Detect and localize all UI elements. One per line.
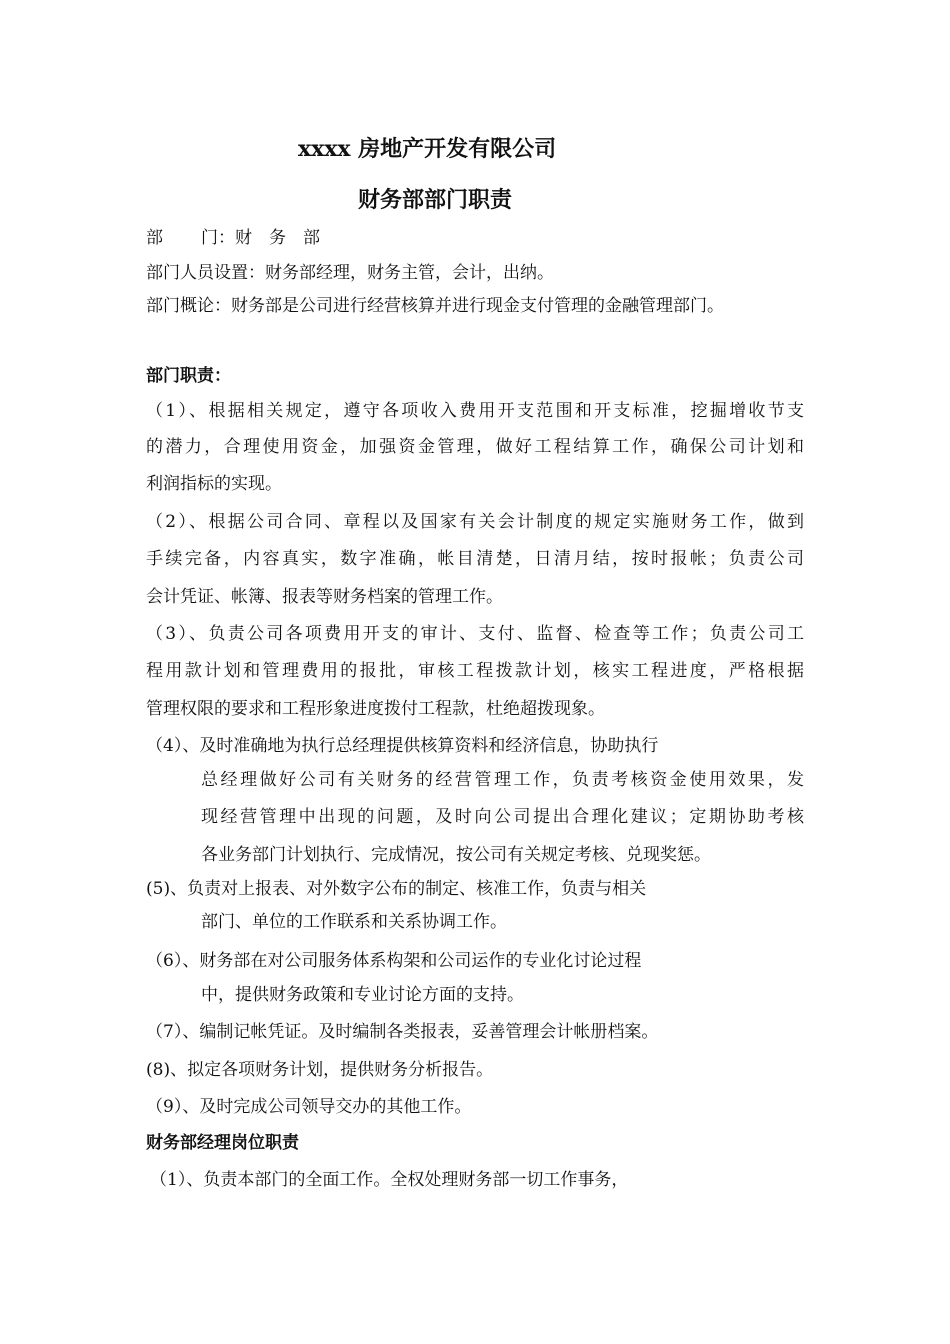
- duty-line: （1）、根据相关规定，遵守各项收入费用开支范围和开支标准，挖掘增收节支: [146, 401, 804, 421]
- duty-line: 程用款计划和管理费用的报批，审核工程拨款计划，核实工程进度，严格根据: [146, 661, 804, 681]
- department-label-2: 门：: [201, 228, 235, 248]
- department-row: [146, 230, 320, 247]
- department-overview: 部门概论：财务部是公司进行经营核算并进行现金支付管理的金融管理部门。: [146, 296, 724, 316]
- duty-line: （6）、财务部在对公司服务体系构架和公司运作的专业化讨论过程: [146, 951, 642, 971]
- duty-line: 利润指标的实现。: [146, 474, 282, 494]
- duties-heading: 部门职责：: [146, 366, 231, 386]
- duty-line: 管理权限的要求和工程形象进度拨付工程款，杜绝超拨现象。: [146, 699, 605, 719]
- duty-line-indented: 各业务部门计划执行、完成情况，按公司有关规定考核、兑现奖惩。: [201, 845, 711, 865]
- duty-line-indented: 现经营管理中出现的问题，及时向公司提出合理化建议；定期协助考核: [201, 807, 804, 827]
- duty-line-indented: 总经理做好公司有关财务的经营管理工作，负责考核资金使用效果，发: [201, 770, 804, 790]
- duty-line: 会计凭证、帐簿、报表等财务档案的管理工作。: [146, 587, 503, 607]
- duty-line: 的潜力，合理使用资金，加强资金管理，做好工程结算工作，确保公司计划和: [146, 437, 804, 457]
- duty-line: （4）、及时准确地为执行总经理提供核算资料和经济信息，协助执行: [146, 736, 659, 756]
- duty-line-indented: 中，提供财务政策和专业讨论方面的支持。: [201, 985, 524, 1005]
- staff-setting: 部门人员设置：财务部经理，财务主管，会计，出纳。: [146, 263, 554, 283]
- department-label-1: 部: [146, 228, 163, 248]
- department-value: 财 务 部: [235, 228, 320, 248]
- manager-duty-line: （1）、负责本部门的全面工作。全权处理财务部一切工作事务，: [150, 1170, 629, 1190]
- duty-line: (5)、负责对上报表、对外数字公布的制定、核准工作，负责与相关: [146, 879, 647, 899]
- duty-line: （9）、及时完成公司领导交办的其他工作。: [146, 1097, 472, 1117]
- duty-line: （7）、编制记帐凭证。及时编制各类报表，妥善管理会计帐册档案。: [146, 1022, 659, 1042]
- company-title: xxxx 房地产开发有限公司: [298, 136, 557, 162]
- document-title: 财务部部门职责: [358, 187, 513, 213]
- duty-line-indented: 部门、单位的工作联系和关系协调工作。: [201, 912, 507, 932]
- duty-line: (8)、拟定各项财务计划，提供财务分析报告。: [146, 1060, 494, 1080]
- manager-heading: 财务部经理岗位职责: [146, 1133, 299, 1153]
- duty-line: （2）、根据公司合同、章程以及国家有关会计制度的规定实施财务工作，做到: [146, 512, 804, 532]
- duty-line: （3）、负责公司各项费用开支的审计、支付、监督、检查等工作；负责公司工: [146, 624, 804, 644]
- duty-line: 手续完备，内容真实，数字准确，帐目清楚，日清月结，按时报帐；负责公司: [146, 549, 804, 569]
